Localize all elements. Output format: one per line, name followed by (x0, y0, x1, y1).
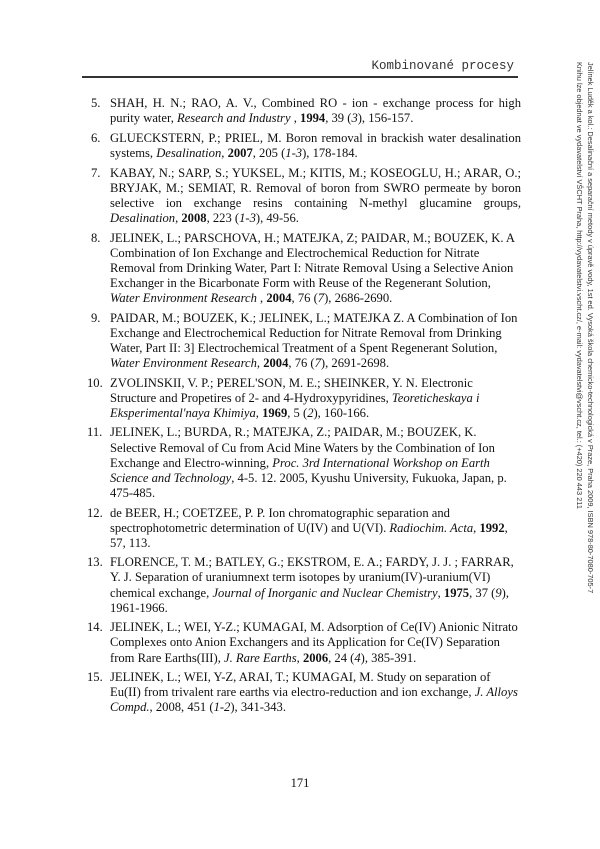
reference-text: JELINEK, L.; WEI, Y-Z.; KUMAGAI, M. Adsorption of Ce(IV) Anionic Nitrato Complexes onto Anion Exchangers and its Application for Ce(IV) Separation from Rare Earths(III), (110, 620, 518, 665)
reference-text: ), 2691-2698. (320, 355, 390, 370)
reference-source: 7 (314, 355, 321, 370)
reference-text: , (256, 290, 267, 305)
reference-item (91, 311, 521, 371)
reference-item (87, 620, 521, 665)
reference-source: Teoreticheskaya i Eksperimental'naya Khimiya, (110, 390, 480, 420)
reference-source: 7 (317, 290, 325, 305)
reference-source: Water Environment Research (110, 355, 257, 370)
reference-number: 6. (91, 130, 101, 145)
reference-source: 2 (307, 405, 314, 420)
reference-text: ), 341-343. (230, 700, 286, 715)
reference-item (87, 505, 521, 551)
reference-text: ), 1961-1966. (110, 585, 509, 615)
side-note-line-2: Knihu lze objednat ve vydavatelství VŠCHT Praha, http://vydavatelstvi.vscht.cz/, e-mail: vydavatelstvi@vscht.cz, tel.: (+420) 220 443 211 (575, 62, 584, 509)
side-note (572, 62, 596, 682)
reference-item (91, 166, 521, 226)
reference-text: , 57, 113. (110, 520, 508, 550)
reference-source: Research and Industry (177, 111, 291, 126)
reference-text: , 37 ( (469, 585, 496, 600)
reference-item (87, 670, 521, 715)
reference-source: Desalination, (156, 145, 225, 160)
reference-text: , 39 ( (325, 111, 352, 126)
reference-year: 2008 (181, 210, 207, 225)
reference-source: Journal of Inorganic and Nuclear Chemistry (212, 585, 438, 600)
reference-source: 9 (495, 585, 502, 600)
side-note-line-1: Jelínek Luděk a kol.: Desalinační a separační metody v úpravě vody, 1st ed. Vysoká škola chemicko-technologická v Praze, Praha 2009, ISBN 978-80-7080-705-7 (586, 62, 595, 594)
reference-text: , 223 ( (206, 210, 240, 225)
reference-source: 4 (354, 650, 361, 665)
reference-text: , (473, 520, 480, 535)
reference-number: 13. (87, 555, 103, 570)
reference-year: 2006 (302, 650, 329, 665)
reference-number: 14. (87, 620, 103, 635)
reference-text: de BEER, H.; COETZEE, P. P. Ion chromatographic separation and spectrophotometric determination of U(IV) and U(VI). (110, 505, 450, 535)
reference-item (87, 425, 521, 500)
reference-source: 1-2 (213, 700, 231, 715)
reference-source: Water Environment Research (110, 290, 257, 305)
reference-year: 1975 (443, 585, 470, 600)
reference-text: , 76 ( (288, 355, 315, 370)
reference-text: , (296, 650, 303, 665)
reference-text: , 2008, 451 ( (149, 700, 214, 715)
reference-year: 2007 (227, 145, 253, 160)
reference-item (87, 555, 521, 615)
reference-number: 12. (87, 505, 103, 520)
reference-text: , 205 ( (252, 145, 286, 160)
reference-item (87, 375, 521, 421)
reference-text: , (290, 111, 301, 126)
reference-text: JELINEK, L.; WEI, Y-Z, ARAI, T.; KUMAGAI, M. Study on separation of Eu(II) from trivalent rare earths via electro-reduction and ion exchange, (110, 670, 491, 700)
reference-item (91, 231, 521, 306)
reference-number: 5. (91, 96, 101, 110)
reference-year: 1992 (479, 520, 505, 535)
page-number: 171 (290, 776, 310, 790)
reference-source: J. Alloys Compd. (110, 685, 518, 715)
reference-text: JELINEK, L.; BURDA, R.; MATEJKA, Z.; PAIDAR, M.; BOUZEK, K. Selective Removal of Cu from Acid Mine Waters by the Combination of Ion Exchange and Electro-winning, (110, 425, 495, 470)
reference-year: 1994 (300, 111, 326, 126)
reference-text: KABAY, N.; SARP, S.; YUKSEL, M.; KITIS, M.; KOSEOGLU, H.; ARAR, O.; BRYJAK, M.; SEMIAT, R. Removal of boron from SWRO permeate by boron selective ion exchange resins containing N-methyl glucamine groups, (110, 165, 521, 210)
reference-item (91, 96, 521, 126)
reference-item (91, 131, 521, 161)
reference-text: ZVOLINSKII, V. P.; PEREL'SON, M. E.; SHEINKER, Y. N. Electronic Structure and Propetires of 2- and 4-Hydroxypyridines, (110, 375, 473, 405)
reference-source: 1-3 (239, 210, 256, 225)
reference-source: Desalination (110, 210, 176, 225)
reference-year: 1969 (262, 405, 288, 420)
reference-number: 11. (87, 425, 103, 440)
reference-text: GLUECKSTERN, P.; PRIEL, M. Boron removal in brackish water desalination systems, (110, 130, 521, 160)
reference-text: , (437, 585, 444, 600)
reference-year: 2004 (263, 355, 289, 370)
reference-source: Radiochim. Acta (389, 520, 474, 535)
reference-text: FLORENCE, T. M.; BATLEY, G.; EKSTROM, E. A.; FARDY, J. J. ; FARRAR, Y. J. Separation of uraniumnext term isotopes by uranium(IV)-uranium(VI) chemical exchange, (110, 555, 514, 600)
reference-text: , 24 ( (328, 650, 355, 665)
reference-text: , 76 ( (291, 290, 318, 305)
running-title: Kombinované procesy (371, 59, 514, 73)
reference-number: 8. (91, 230, 101, 245)
reference-year: 2004 (266, 290, 292, 305)
reference-text: ), 2686-2690. (324, 290, 393, 305)
reference-text: ), 156-157. (357, 111, 414, 126)
reference-number: 15. (87, 670, 103, 685)
reference-text: ), 49-56. (255, 210, 299, 225)
reference-list (87, 96, 521, 720)
reference-text: SHAH, H. N.; RAO, A. V., Combined RO - ion - exchange process for high purity water, (110, 96, 521, 126)
reference-number: 9. (91, 310, 101, 325)
reference-text: , 4-5. 12. 2005, Kyushu University, Fukuoka, Japan, p. 475-485. (110, 470, 507, 500)
running-head (82, 58, 518, 78)
reference-source: Proc. 3rd International Workshop on Earth Science and Technology (110, 455, 490, 485)
reference-text: , 5 ( (287, 405, 308, 420)
reference-text: ), 178-184. (302, 145, 358, 160)
reference-number: 10. (87, 375, 103, 390)
reference-text: , (256, 355, 264, 370)
reference-text: ), 160-166. (313, 405, 370, 420)
reference-text: JELINEK, L.; PARSCHOVA, H.; MATEJKA, Z; PAIDAR, M.; BOUZEK, K. A Combination of Ion Exchange and Electrochemical Reduction for Nitrate Removal from Drinking Water, Part I: Nitrate Removal Using a Selective Anion Exchanger in the Bicarbonate Form with Reuse of the Regenerant Solution, (110, 230, 515, 290)
reference-source: 1-3 (285, 145, 303, 160)
reference-source: 3 (351, 111, 358, 126)
reference-text: PAIDAR, M.; BOUZEK, K.; JELINEK, L.; MATEJKA Z. A Combination of Ion Exchange and Electrochemical Reduction for Nitrate Removal from Drinking Water, Part II: 3] Electrochemical Treatment of a Spent Regenerant Solution, (110, 310, 518, 355)
reference-number: 7. (91, 165, 101, 180)
reference-text: , (175, 210, 182, 225)
reference-source: J. Rare Earths (224, 650, 297, 665)
reference-text: ), 385-391. (360, 650, 417, 665)
